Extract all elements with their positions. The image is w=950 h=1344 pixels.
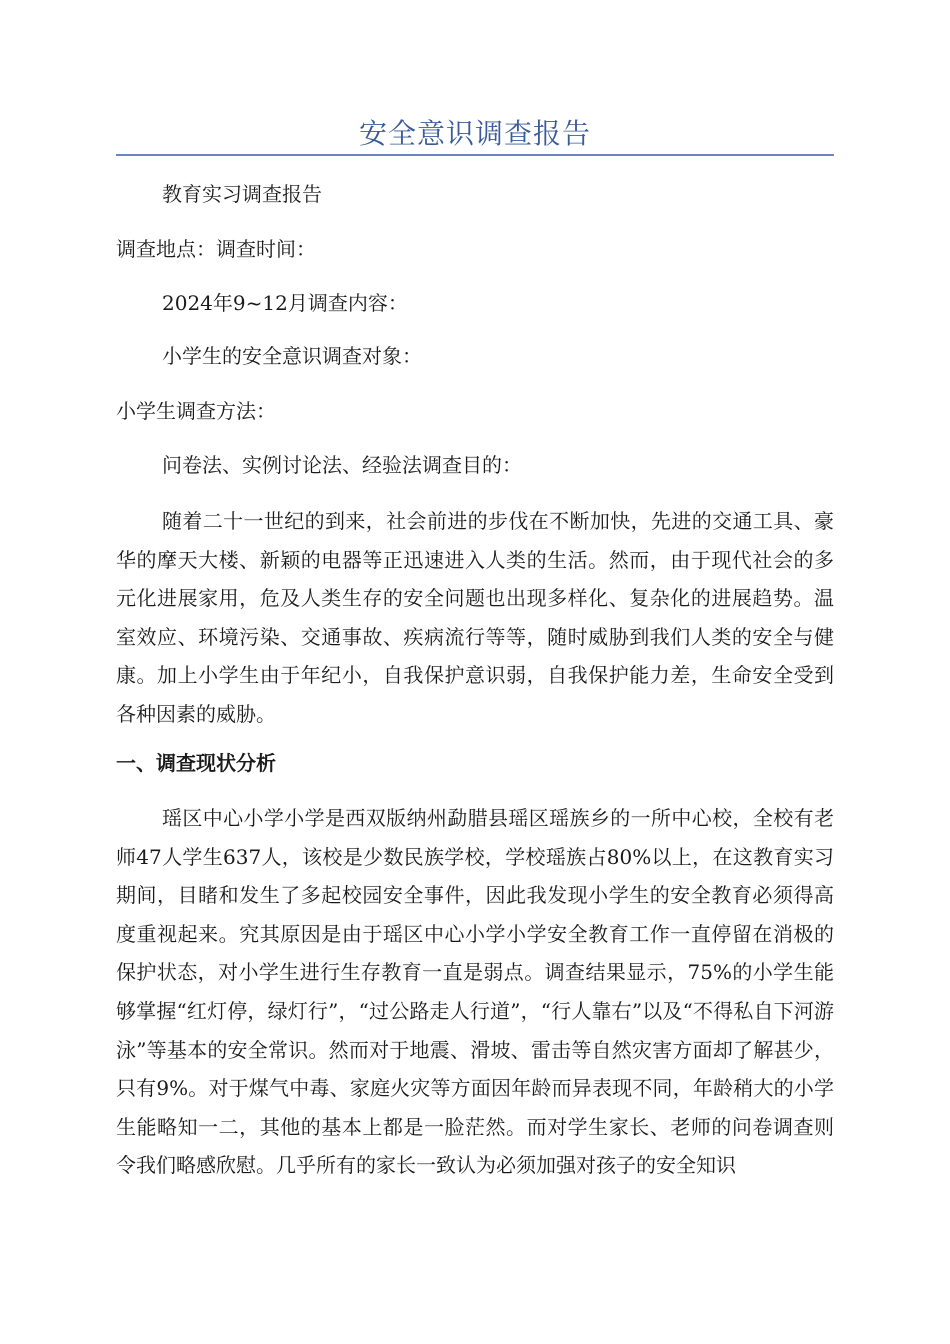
section-paragraph: 瑶区中心小学小学是西双版纳州勐腊县瑶区瑶族乡的一所中心校，全校有老师47人学生637人，该校是少数民族学校，学校瑶族占80%以上，在这教育实习期间，目睹和发生了多起校园安全事件，因此我发现小学生的安全教育必须得高度重视起来。究其原因是由于瑶区中心小学小学安全教育工作一直停留在消极的保护状态，对小学生进行生存教育一直是弱点。调查结果显示，75%的小学生能够掌握“红灯停，绿灯行”，“过公路走人行道”，“行人靠右”以及“不得私自下河游泳”等基本的安全常识。然而对于地震、滑坡、雷击等自然灾害方面却了解甚少，只有9%。对于煤气中毒、家庭火灾等方面因年龄而异表现不同，年龄稍大的小学生能略知一二，其他的基本上都是一脸茫然。而对学生家长、老师的问卷调查则令我们略感欣慰。几乎所有的家长一致认为必须加强对孩子的安全知识 <box>116 806 834 1178</box>
method-purpose-line: 问卷法、实例讨论法、经验法调查目的： <box>162 453 522 477</box>
date-content-line: 2024年9~12月调查内容： <box>162 291 408 315</box>
location-time-line: 调查地点：调查时间： <box>116 237 316 261</box>
intro-paragraph: 随着二十一世纪的到来，社会前进的步伐在不断加快，先进的交通工具、豪华的摩天大楼、新颖的电器等正迅速进入人类的生活。然而，由于现代社会的多元化进展家用，危及人类生存的安全问题也出现多样化、复杂化的进展趋势。温室效应、环境污染、交通事故、疾病流行等等，随时威胁到我们人类的安全与健康。加上小学生由于年纪小，自我保护意识弱，自我保护能力差，生命安全受到各种因素的威胁。 <box>116 509 834 726</box>
subtitle-line: 教育实习调查报告 <box>162 182 322 206</box>
content-object-line: 小学生的安全意识调查对象： <box>162 344 422 368</box>
title-underline <box>116 154 834 156</box>
section-heading: 一、调查现状分析 <box>116 751 276 775</box>
method-line: 小学生调查方法： <box>116 399 276 423</box>
document-title: 安全意识调查报告 <box>358 117 591 150</box>
